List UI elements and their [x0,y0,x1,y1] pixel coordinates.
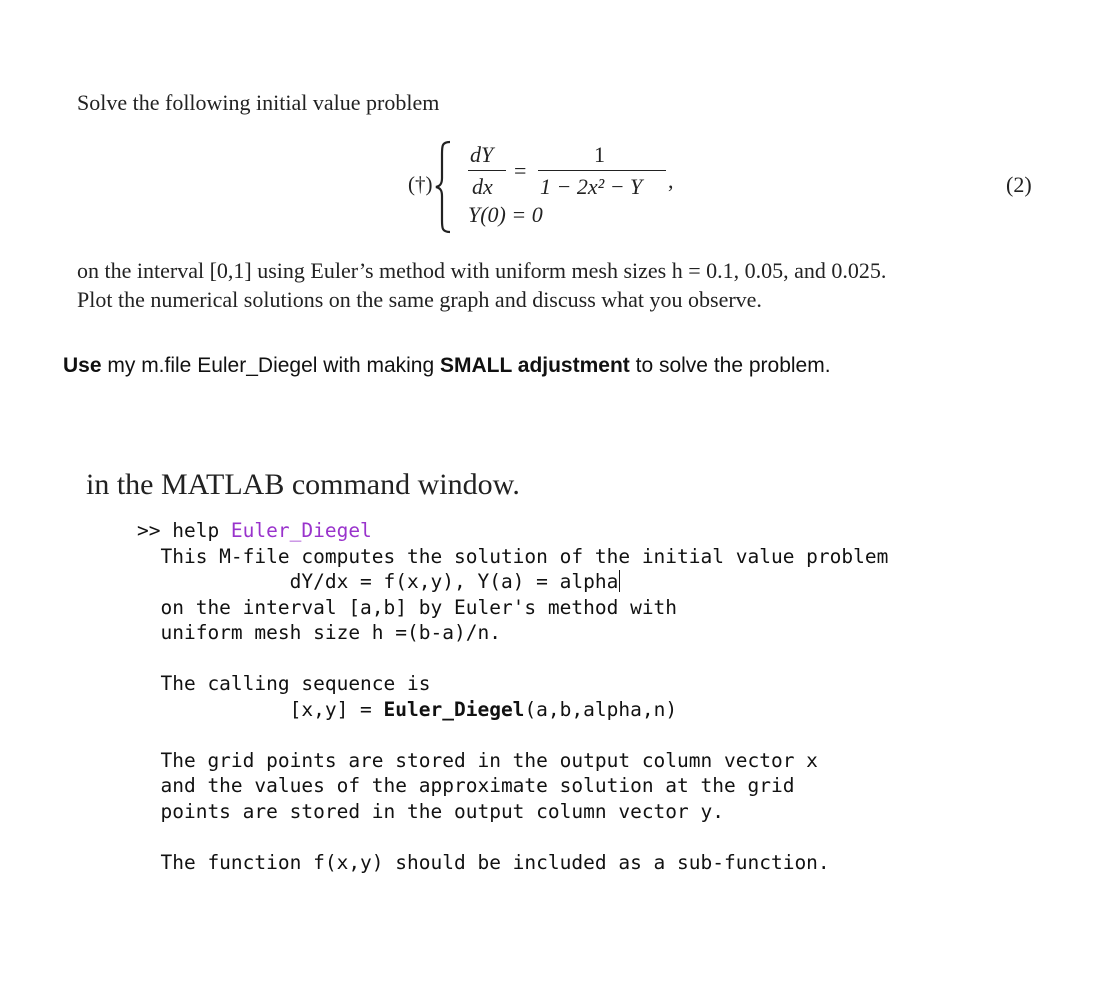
equals-sign: = [514,158,527,183]
rhs-numerator: 1 [594,142,605,167]
paragraph-line-1: on the interval [0,1] using Euler’s method with uniform mesh sizes h = 0.1, 0.05, and 0.025. [77,258,887,283]
equation-tag: (†) [408,172,433,196]
equation-block [408,140,708,240]
help-line: The grid points are stored in the output column vector x [137,748,818,772]
help-line: uniform mesh size h =(b-a)/n. [137,621,501,644]
help-line: dY/dx = f(x,y), Y(a) = alpha [137,570,619,593]
instruction-note [63,354,831,378]
rhs-fraction-bar [538,170,666,171]
command-prompt: >> help [137,519,231,542]
help-line: and the values of the approximate solution at the grid [137,774,795,797]
lhs-fraction-bar [468,170,506,171]
lhs-numerator: dY [470,142,494,167]
calling-function-name: Euler_Diegel [383,697,525,721]
help-line: The calling sequence is [137,672,431,695]
left-brace-icon [434,140,454,234]
matlab-section-title: in the MATLAB command window. [86,468,520,501]
help-line: on the interval [a,b] by Euler's method with [137,595,678,619]
help-line: The function f(x,y) should be included as a sub-function. [137,850,830,874]
calling-args: (a,b,alpha,n) [524,697,678,721]
note-bold-use: Use [63,354,102,377]
problem-paragraph [77,256,1077,314]
help-line: [x,y] = [137,697,384,721]
equation-comma: , [668,168,674,193]
note-text-2: to solve the problem. [629,354,831,377]
text-cursor [619,570,620,592]
paragraph-line-2: Plot the numerical solutions on the same graph and discuss what you observe. [77,287,762,312]
note-text-1: my m.file Euler_Diegel with making [101,354,440,377]
note-bold-adjustment: SMALL adjustment [439,354,630,377]
rhs-denominator: 1 − 2x² − Y [540,174,643,199]
problem-intro: Solve the following initial value problem [77,90,440,115]
initial-condition: Y(0) = 0 [468,202,543,227]
equation-number: (2) [1006,172,1032,197]
help-line: points are stored in the output column vector y. [137,799,724,823]
function-link[interactable]: Euler_Diegel [230,519,372,542]
help-line: This M-file computes the solution of the initial value problem [137,544,889,568]
lhs-denominator: dx [472,174,493,199]
matlab-command-output [137,518,888,875]
